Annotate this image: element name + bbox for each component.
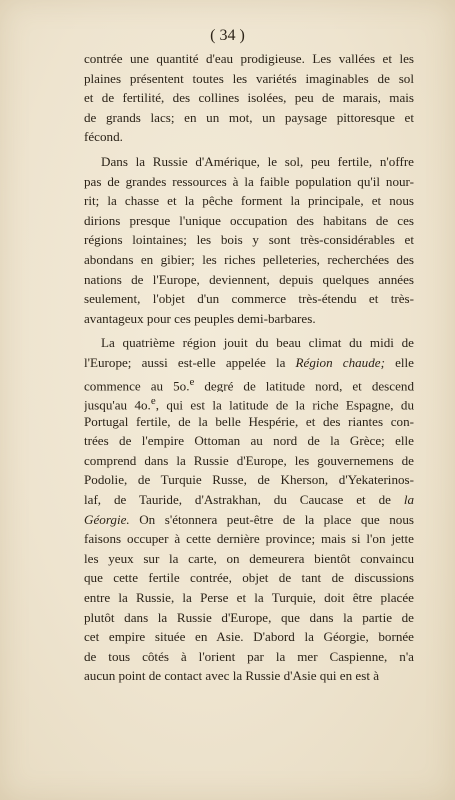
text-line: entre la Russie, la Perse et la Turquie, doit être placée bbox=[84, 590, 414, 606]
text-line: La quatrième région jouit du beau climat du midi de bbox=[101, 335, 414, 351]
paragraph bbox=[84, 49, 414, 147]
text-line: Géorgie. On s'étonnera peut-être de la place que nous bbox=[84, 511, 414, 527]
body-text bbox=[84, 49, 414, 686]
text-line: de tous côtés à l'orient par la mer Caspienne, n'a bbox=[84, 648, 414, 664]
page-number: ( 34 ) bbox=[210, 27, 245, 44]
text-line: plutôt dans la Russie d'Europe, que dans la partie de bbox=[84, 609, 414, 625]
text-line: abondans en gibier; les riches pelleteries, recherchées des bbox=[84, 251, 414, 267]
text-line: régions lointaines; les bois y sont très-considérables et bbox=[84, 232, 414, 248]
text-line: rit; la chasse et la pêche forment la principale, et nous bbox=[84, 193, 414, 209]
paragraph bbox=[84, 152, 414, 328]
text-line: comprend dans la Russie d'Europe, les gouvernemens de bbox=[84, 452, 414, 468]
text-line: faisons occuper à cette dernière province; mais si l'on jette bbox=[84, 531, 414, 547]
text-line: les yeux sur la carte, on demeurera bientôt convaincu bbox=[84, 550, 414, 566]
text-line: Podolie, de Turquie Russe, de Kherson, d'Yekaterinos- bbox=[84, 472, 414, 488]
text-line: contrée une quantité d'eau prodigieuse. Les vallées et les bbox=[84, 51, 414, 66]
text-line: nations de l'Europe, deviennent, depuis quelques années bbox=[84, 271, 414, 287]
text-line: l'Europe; aussi est-elle appelée la Région chaude; elle bbox=[84, 354, 414, 370]
text-line: jusqu'au 4o.$^e$, qui est la latitude de la riche Espagne, du bbox=[84, 395, 414, 412]
text-line: avantageux pour ces peuples demi-barbares. bbox=[84, 310, 316, 326]
text-line: aucun point de contact avec la Russie d'Asie qui en est à bbox=[84, 668, 380, 684]
paragraph bbox=[84, 333, 414, 686]
text-line: plaines présentent toutes les variétés imaginables de sol bbox=[84, 70, 414, 86]
text-line: seulement, l'objet d'un commerce très-étendu et très- bbox=[84, 291, 414, 307]
text-line: trées de l'empire Ottoman au nord de la Grèce; elle bbox=[84, 433, 414, 449]
text-line: laf, de Tauride, d'Astrakhan, du Caucase et de la bbox=[84, 492, 414, 508]
text-line: Dans la Russie d'Amérique, le sol, peu fertile, n'offre bbox=[101, 153, 414, 169]
text-line: Portugal fertile, de la belle Hespérie, et des riantes con- bbox=[84, 413, 414, 429]
text-line: de grands lacs; en un mot, un paysage pittoresque et bbox=[84, 109, 414, 125]
text-line: cet empire située en Asie. D'abord la Géorgie, bornée bbox=[84, 629, 414, 645]
text-line: commence au 5o.$^e$ degré de latitude nord, et descend bbox=[84, 375, 414, 393]
text-line: dirions presque l'unique occupation des habitans de ces bbox=[84, 212, 414, 228]
text-line: fécond. bbox=[84, 129, 123, 145]
text-line: et de fertilité, des collines isolées, peu de marais, mais bbox=[84, 90, 414, 106]
text-line: pas de grandes ressources à la faible population qu'il nour- bbox=[84, 173, 414, 189]
text-line: que cette fertile contrée, objet de tant de discussions bbox=[84, 570, 414, 586]
